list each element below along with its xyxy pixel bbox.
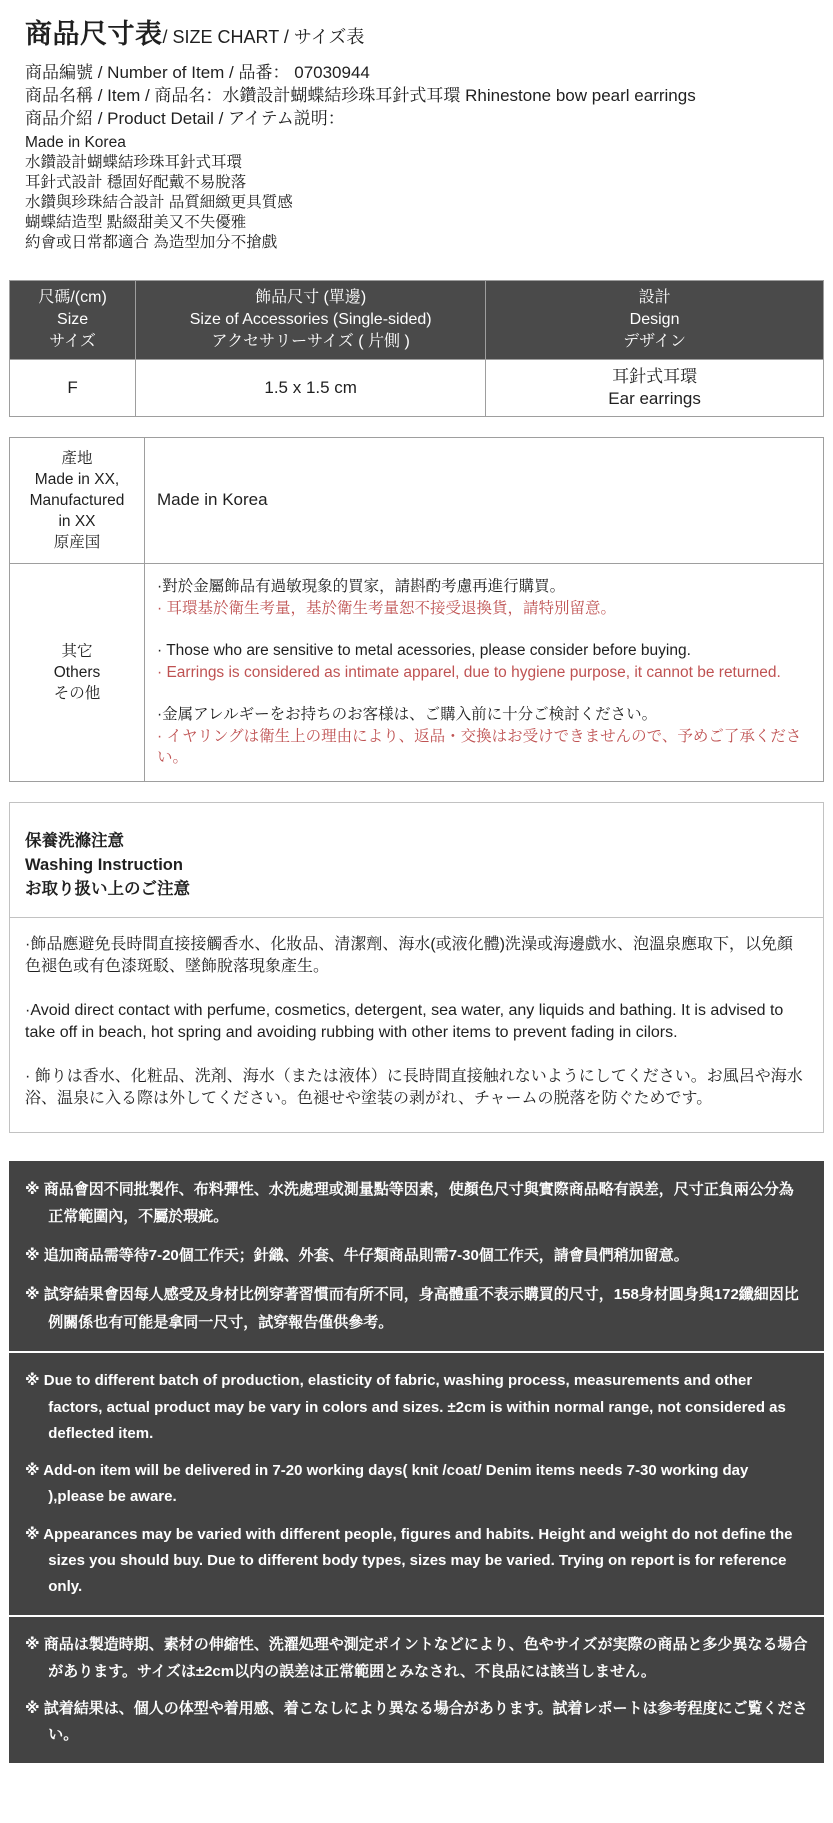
size-value-cell: F [10,360,136,417]
washing-instruction-title: 保養洗滌注意 Washing Instruction お取り扱い上のご注意 [10,803,823,918]
others-group-ja [157,704,811,769]
washing-instruction-body [10,918,823,1132]
disclaimer-item: ※ 商品は製造時期、素材の伸縮性、洗濯処理や測定ポイントなどにより、色やサイズが実際の商品と多少異なる場合があります。サイズは±2cm以内の誤差は正常範囲とみなされ、不良品には該当しません。 [25,1636,808,1680]
others-value-cell [145,564,824,782]
others-line: ·金属アレルギーをお持ちのお客様は、ご購入前に十分ご検討ください。 [157,706,658,723]
item-number-label: 商品編號 / Number of Item / 品番： [25,63,290,82]
others-line-warning: · 耳環基於衛生考量，基於衛生考量恕不接受退換貨，請特別留意。 [157,599,616,617]
washing-instruction-box [9,802,824,1133]
disclaimer-item: ※ Appearances may be varied with different people, figures and habits. Height and weight do not define the sizes you should buy. Due to different body types, sizes may be varied. Trying on report is for reference only. [25,1525,793,1595]
page-title [25,12,808,51]
origin-header-cell: 產地 Made in XX, Manufactured in XX 原産国 [10,438,145,564]
accessory-size-cell: 1.5 x 1.5 cm [136,360,486,417]
accessory-size-column-header: 飾品尺寸 (單邊) Size of Accessories (Single-sided) アクセサリーサイズ ( 片側 ) [136,281,486,360]
origin-value: Made in Korea [157,490,268,510]
disclaimer-item: ※ 商品會因不同批製作、布料彈性、水洗處理或測量點等因素，使顏色尺寸與實際商品略有誤差，尺寸正負兩公分為正常範圍內，不屬於瑕疵。 [25,1180,794,1226]
size-column-header: 尺碼/(cm) Size サイズ [10,281,136,360]
disclaimer-item: ※ Due to different batch of production, elasticity of fabric, washing process, measurements and other factors, actual product may be vary in colors and sizes. ±2cm is within normal range, not considered as deflected item. [25,1372,786,1442]
design-cell: 耳針式耳環 Ear earrings [486,360,824,417]
design-column-header: 設計 Design デザイン [486,281,824,360]
item-name-label: 商品名稱 / Item / 商品名： [25,86,223,105]
washing-paragraph-en: ·Avoid direct contact with perfume, cosmetics, detergent, sea water, any liquids and bathing. It is advised to take off in beach, hot spring and avoiding rubbing with other items to prevent fading in cilors. [25,1001,784,1041]
size-table [9,280,824,417]
washing-paragraph-ja: · 飾りは香水、化粧品、洗剤、海水（または液体）に長時間直接触れないようにしてください。お風呂や海水浴、温泉に入る際は外してください。色褪せや塗装の剥がれ、チャームの脱落を防ぐためです。 [25,1067,803,1107]
item-name-row [25,84,808,107]
detail-line: 水鑽設計蝴蝶結珍珠耳針式耳環 [25,154,243,171]
disclaimer-notes [9,1161,824,1764]
detail-line: Made in Korea [25,134,126,151]
detail-line: 約會或日常都適合 為造型加分不搶戲 [25,234,278,251]
product-detail-lines [25,133,808,253]
origin-row [10,438,824,564]
detail-line: 耳針式設計 穩固好配戴不易脫落 [25,174,247,191]
page-title-suffix: / SIZE CHART / サイズ表 [162,27,365,47]
disclaimer-section-en [9,1353,824,1615]
others-line: ·對於金屬飾品有過敏現象的買家，請斟酌考慮再進行購買。 [157,578,566,595]
page-header [9,8,824,253]
disclaimer-item: ※ 試着結果は、個人の体型や着用感、着こなしにより異なる場合があります。試着レポートは参考程度にご覧ください。 [25,1699,808,1743]
size-table-row [10,360,824,417]
origin-value-cell [145,438,824,564]
disclaimer-item: ※ 追加商品需等待7-20個工作天；針織、外套、牛仔類商品則需7-30個工作天，請會員們稍加留意。 [25,1247,689,1264]
disclaimer-section-ja [9,1617,824,1763]
washing-paragraph-zh: ·飾品應避免長時間直接接觸香水、化妝品、清潔劑、海水(或液化體)洗澡或海邊戲水、泡溫泉應取下，以免顏色褪色或有色漆斑駁、墜飾脫落現象產生。 [25,935,793,975]
others-group-zh [157,576,811,619]
others-line-warning: · Earrings is considered as intimate apparel, due to hygiene purpose, it cannot be returned. [157,663,781,681]
item-name-value: 水鑽設計蝴蝶結珍珠耳針式耳環 Rhinestone bow pearl earrings [222,86,696,105]
detail-line: 蝴蝶結造型 點綴甜美又不失優雅 [25,214,247,231]
page-title-zh: 商品尺寸表 [25,19,163,49]
others-group-en [157,640,811,683]
product-detail-label: 商品介紹 / Product Detail / アイテム説明： [25,109,345,128]
size-table-header-row [10,281,824,360]
disclaimer-item: ※ 試穿結果會因每人感受及身材比例穿著習慣而有所不同，身高體重不表示購買的尺寸，158身材圓身與172纖細因比例關係也有可能是拿同一尺寸，試穿報告僅供參考。 [25,1285,799,1331]
item-number-row [25,61,808,84]
disclaimer-item: ※ Add-on item will be delivered in 7-20 working days( knit /coat/ Denim items needs 7-30 working day ),please be aware. [25,1462,749,1506]
others-line-warning: · イヤリングは衛生上の理由により、返品・交換はお受けできませんので、予めご了承ください。 [157,727,802,766]
detail-line: 水鑽與珍珠結合設計 品質細緻更具質感 [25,194,293,211]
others-row [10,564,824,782]
disclaimer-section-zh [9,1161,824,1352]
others-header-cell: 其它 Others その他 [10,564,145,782]
item-number-value: 07030944 [294,63,370,82]
info-table [9,437,824,782]
others-line: · Those who are sensitive to metal acessories, please consider before buying. [157,642,691,659]
